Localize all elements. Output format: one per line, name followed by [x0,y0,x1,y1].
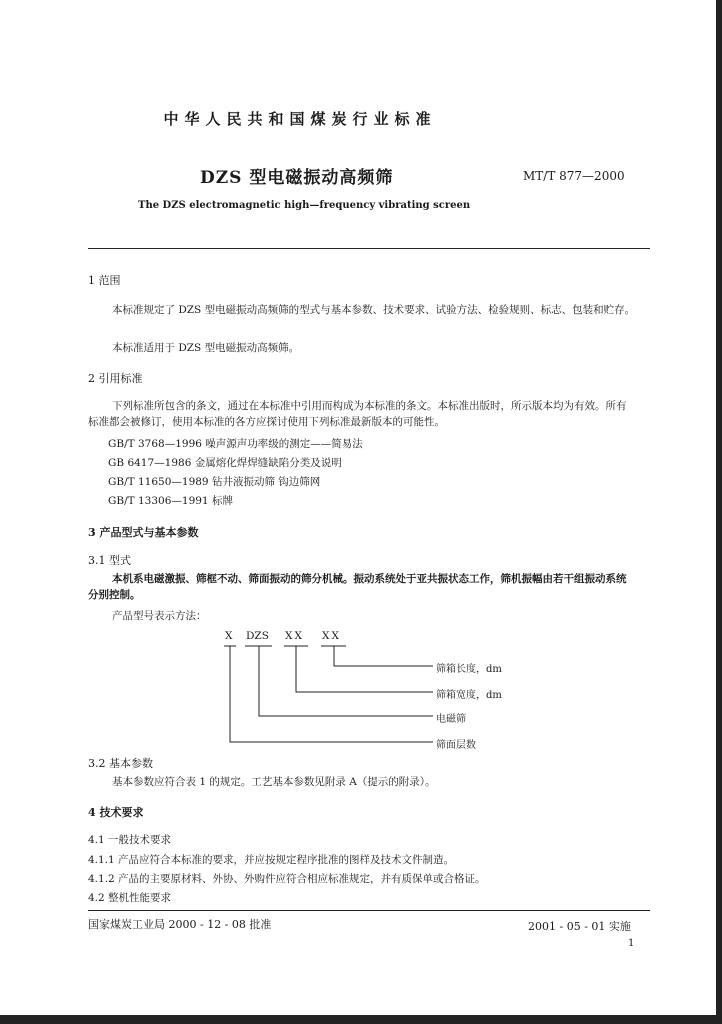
section-4-1-2: 4.1.2 产品的主要原材料、外协、外购件应符合相应标准规定，并有质保单或合格证。 [88,873,486,885]
implementation-date: 2001 - 05 - 01 实施 [528,920,631,933]
section-3-1-para-2: 产品型号表示方法： [112,610,207,622]
section-3-2-heading: 3.2 基本参数 [88,757,153,770]
leader-line [230,646,433,742]
model-label: 筛箱长度，dm [436,664,502,675]
model-code-part: DZS [246,630,269,642]
section-4-1-1: 4.1.1 产品应符合本标准的要求，并应按规定程序批准的图样及技术文件制造。 [88,854,455,866]
model-code-part: X [225,630,233,642]
model-label: 电磁筛 [436,714,466,725]
section-4-2-heading: 4.2 整机性能要求 [88,892,172,904]
section-3-2-para-1: 基本参数应符合表 1 的规定。工艺基本参数见附录 A（提示的附录）。 [112,776,436,788]
approval-date: 国家煤炭工业局 2000 - 12 - 08 批准 [88,918,272,931]
leader-line [296,646,433,692]
section-3-1-para-1: 本机系电磁激振、筛框不动、筛面振动的筛分机械。振动系统处于亚共振状态工作，筛机振幅由若干组振动系统分别控制。 [88,573,627,601]
reference-item: GB/T 3768—1996 噪声源声功率级的测定——简易法 [108,438,363,450]
standard-title: DZS 型电磁振动高频筛 [200,168,394,188]
page-number: 1 [628,938,635,949]
model-code-part: XX [322,630,341,642]
standard-code: MT/T 877—2000 [523,169,625,183]
model-label: 筛面层数 [436,740,476,751]
footer-rule [88,910,650,911]
section-1-para-1: 本标准规定了 DZS 型电磁振动高频筛的型式与基本参数、技术要求、试验方法、检验规则、标志、包装和贮存。 [112,304,636,316]
model-label: 筛箱宽度，dm [436,690,502,701]
section-2-para-1: 下列标准所包含的条文，通过在本标准中引用而构成为本标准的条文。本标准出版时，所示版本均为有效。所有标准都会被修订，使用本标准的各方应探讨使用下列标准最新版本的可能性。 [88,400,627,428]
reference-item: GB/T 11650—1989 钻井液振动筛 钩边筛网 [108,476,321,488]
section-3-heading: 3 产品型式与基本参数 [88,526,199,539]
org-title: 中华人民共和国煤炭行业标准 [163,110,437,128]
english-title: The DZS electromagnetic high—frequency vibrating screen [138,200,471,211]
section-2-heading: 2 引用标准 [88,372,143,385]
model-code-part: XX [285,630,304,642]
section-3-1-heading: 3.1 型式 [88,554,131,567]
reference-item: GB 6417—1986 金属熔化焊焊缝缺陷分类及说明 [108,457,342,469]
reference-item: GB/T 13306—1991 标牌 [108,495,233,507]
leader-line [334,646,433,666]
section-1-para-2: 本标准适用于 DZS 型电磁振动高频筛。 [112,342,300,354]
section-4-heading: 4 技术要求 [88,806,144,819]
leader-line [259,646,433,716]
section-1-heading: 1 范围 [88,274,121,287]
section-4-1-heading: 4.1 一般技术要求 [88,834,172,846]
